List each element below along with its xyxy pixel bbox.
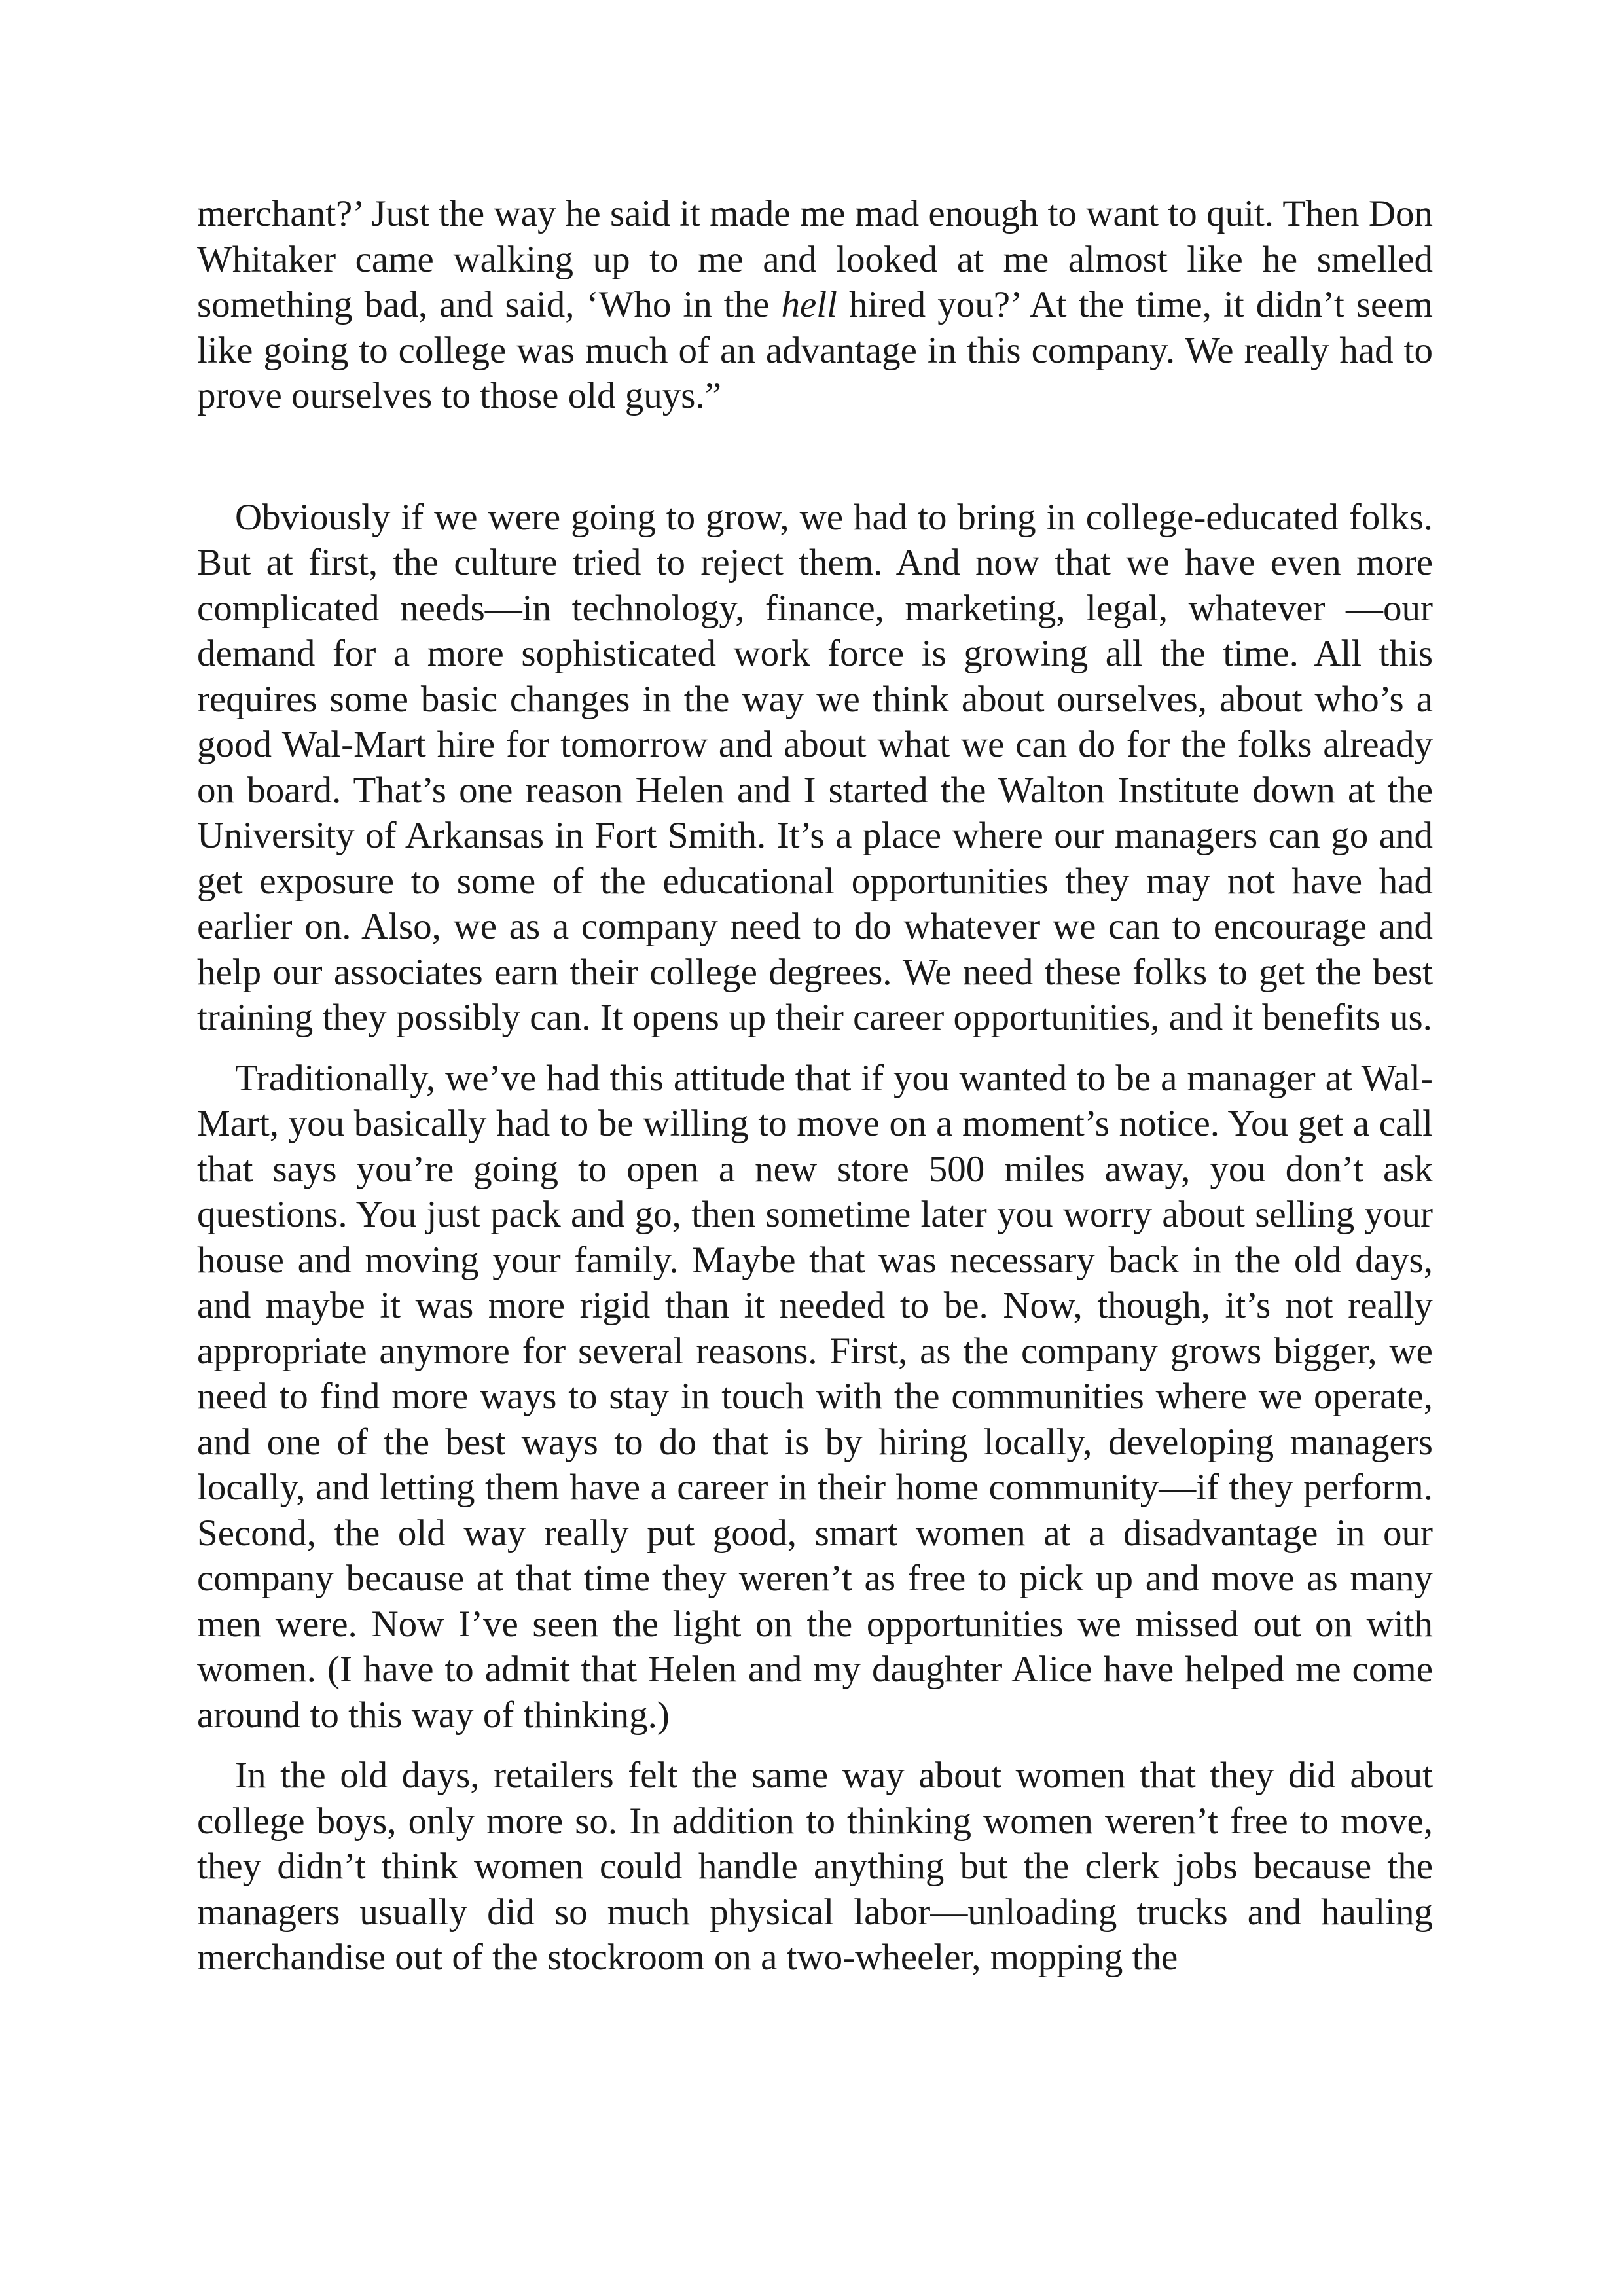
paragraph-continued-quote [197, 191, 1433, 419]
page-body [197, 191, 1433, 1981]
paragraph: Obviously if we were going to grow, we had to bring in college-educated folks. But at first, the culture tried to reject them. And now that we have even more complicated needs—in technology, finance, marketing, legal, whatever —our demand for a more sophisticated work force is growing all the time. All this requires some basic changes in the way we think about ourselves, about who’s a good Wal-Mart hire for tomorrow and about what we can do for the folks already on board. That’s one reason Helen and I started the Walton Institute down at the University of Arkansas in Fort Smith. It’s a place where our managers can go and get exposure to some of the educational opportunities they may not have had earlier on. Also, we as a company need to do whatever we can to encourage and help our associates earn their college degrees. We need these folks to get the best training they possibly can. It opens up their career opportunities, and it benefits us. [197, 496, 1433, 1038]
paragraph-text: hired you?’ At the time, it didn’t seem like going to college was much of an advantage in this company. We really had to prove ourselves to those old guys.” [197, 284, 1433, 416]
paragraph-text: merchant?’ Just the way he said it made me mad enough to want to quit. Then Don Whitaker came walking up to me and looked at me almost like he smelled something bad, and said, ‘Who in the [197, 193, 1433, 325]
emphasized-word: hell [781, 284, 837, 325]
paragraph: In the old days, retailers felt the same way about women that they did about college boys, only more so. In addition to thinking women weren’t free to move, they didn’t think women could handle anything but the clerk jobs because the managers usually did so much physical labor—unloading trucks and hauling merchandise out of the stockroom on a two-wheeler, mopping the [197, 1755, 1433, 1978]
paragraph: Traditionally, we’ve had this attitude that if you wanted to be a manager at Wal-Mart, you basically had to be willing to move on a moment’s notice. You get a call that says you’re going to open a new store 500 miles away, you don’t ask questions. You just pack and go, then sometime later you worry about selling your house and moving your family. Maybe that was necessary back in the old days, and maybe it was more rigid than it needed to be. Now, though, it’s not really appropriate anymore for several reasons. First, as the company grows bigger, we need to find more ways to stay in touch with the communities where we operate, and one of the best ways to do that is by hiring locally, developing managers locally, and letting them have a career in their home community—if they perform. Second, the old way really put good, smart women at a disadvantage in our company because at that time they weren’t as free to pick up and move as many men were. Now I’ve seen the light on the opportunities we missed out on with women. (I have to admit that Helen and my daughter Alice have helped me come around to this way of thinking.) [197, 1057, 1433, 1736]
